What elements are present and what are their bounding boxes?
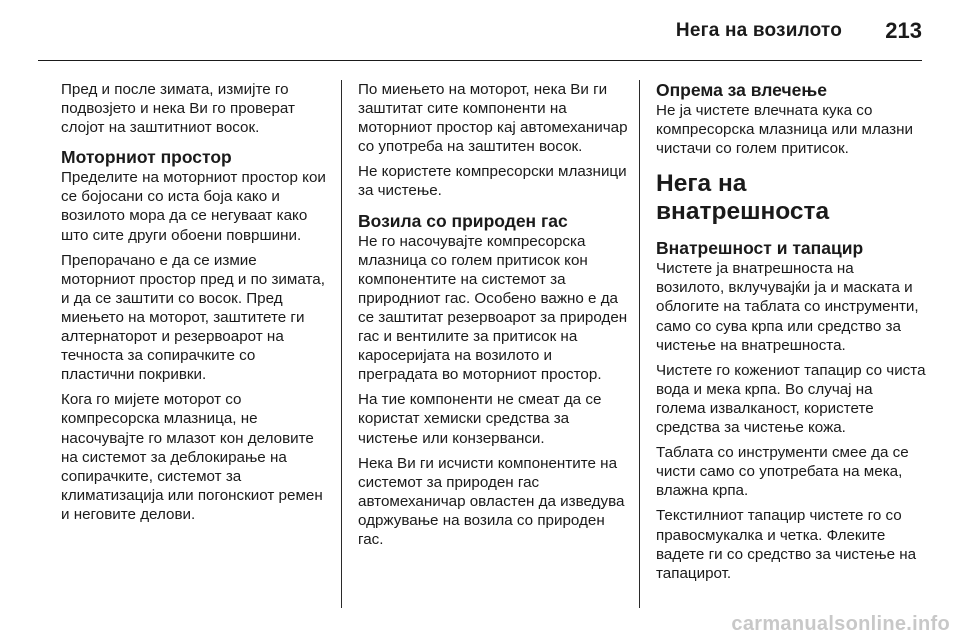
column-divider bbox=[341, 80, 342, 608]
column-1 bbox=[61, 80, 331, 530]
header-rule bbox=[38, 60, 922, 61]
column-3 bbox=[656, 80, 926, 589]
intro-paragraph: Пред и после зимата, измијте го подвозјето и нека Ви го проверат слојот на заштитниот восок. bbox=[61, 81, 295, 137]
paragraph: Не користете компресорски млазници за чистење. bbox=[358, 163, 627, 200]
watermark: carmanualsonline.info bbox=[731, 613, 950, 635]
paragraph: Препорачано е да се измие моторниот простор пред и по зимата, и да се заштити со восок. Пред миењето на моторот, заштитете ги алтернаторот и резервоарот на течноста за сопирачките со пластични покривки. bbox=[61, 251, 325, 384]
section-heading-natural-gas: Возила со природен гас bbox=[358, 210, 568, 231]
paragraph: Нека Ви ги исчисти компонентите на системот за природен гас автомеханичар овластен да изведува одржување на возила со природен гас. bbox=[358, 454, 625, 548]
paragraph: Чистете ја внатрешноста на возилото, вклучувајќи ја и маската и облогите на таблата со инструменти, само со сува крпа или средство за чистење на внатрешноста. bbox=[656, 260, 919, 354]
paragraph: Не го насочувајте компресорска млазница со голем притисок кон компонентите на системот за природниот гас. Особено важно е да се заштитат резервоарот за природен гас и вентилите за притисок на каросеријата на возилото и преградата во моторниот простор. bbox=[358, 232, 628, 384]
section-heading-engine-compartment: Моторниот простор bbox=[61, 147, 232, 168]
page-number: 213 bbox=[885, 18, 922, 43]
paragraph: Чистете го кожениот тапацир со чиста вода и мека крпа. Во случај на голема извалканост, користете средства за чистење кожа. bbox=[656, 361, 926, 437]
section-heading-towing: Опрема за влечење bbox=[656, 80, 827, 100]
paragraph: По миењето на моторот, нека Ви ги заштитат сите компоненти на моторниот простор кај автомеханичар со употреба на заштитен восок. bbox=[358, 81, 628, 156]
paragraph: Не ја чистете влечната кука со компресорска млазница или млазни чистачи со голем притисок. bbox=[656, 102, 913, 158]
section-heading-interior-upholstery: Внатрешност и тапацир bbox=[656, 238, 864, 259]
column-divider bbox=[639, 80, 640, 608]
paragraph: Текстилниот тапацир чистете го со правосмукалка и четка. Флеките вадете ги со средство за чистење на тапацирот. bbox=[656, 507, 917, 582]
paragraph: Пределите на моторниот простор кои се бојосани со иста боја како и возилото мора да се негуваат како што сите други обоени површини. bbox=[61, 169, 326, 244]
paragraph: На тие компоненти не смеат да се користат хемиски средства за чистење или конзерванси. bbox=[358, 391, 602, 447]
column-2 bbox=[358, 80, 628, 555]
chapter-heading-interior-care: Нега на внатрешноста bbox=[656, 170, 830, 226]
paragraph: Таблата со инструменти смее да се чисти само со употребата на мека, влажна крпа. bbox=[656, 444, 909, 500]
running-header-title: Нега на возилото bbox=[675, 20, 842, 41]
paragraph: Кога го мијете моторот со компресорска млазница, не насочувајте го млазот кон деловите на системот за деблокирање на сопирачките, системот за климатизација или погонскиот ремен и неговите делови. bbox=[61, 391, 323, 523]
